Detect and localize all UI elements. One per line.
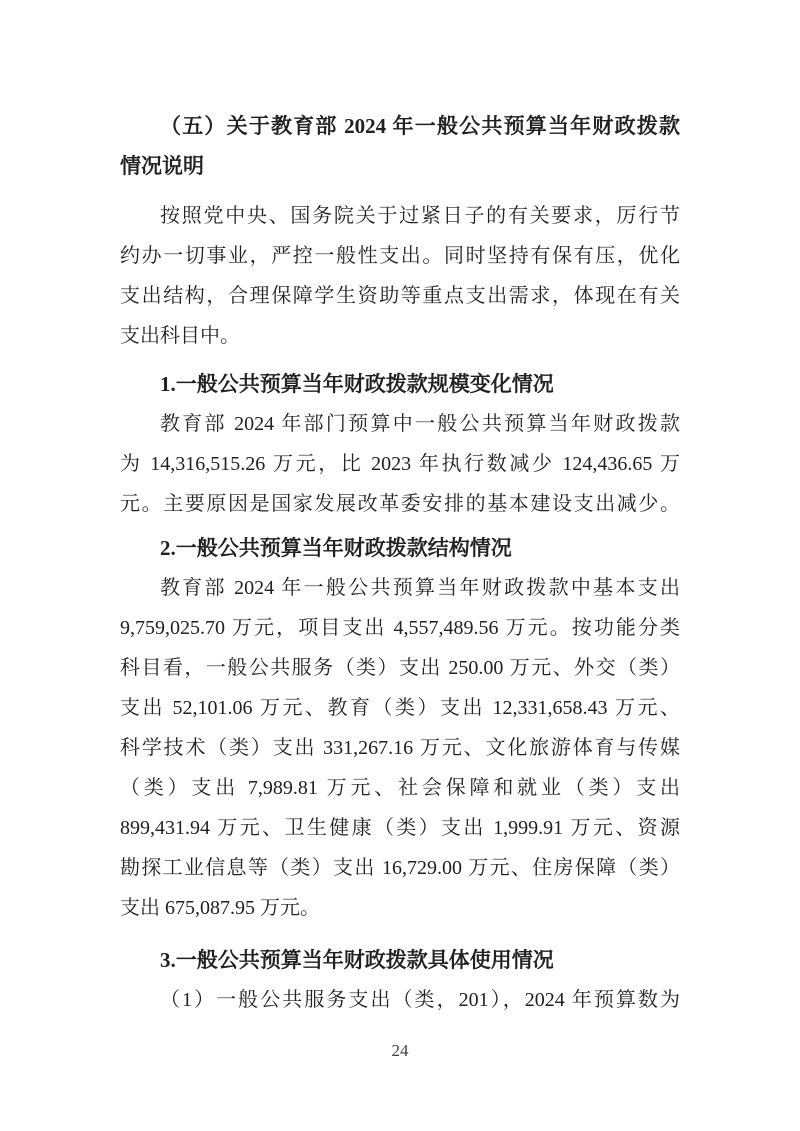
para-structure-line: 科目看，一般公共服务（类）支出 250.00 万元、外交（类） xyxy=(120,657,680,679)
para-scale xyxy=(120,404,680,524)
para-overview-line: 支出结构，合理保障学生资助等重点支出需求，体现在有关 xyxy=(120,285,680,307)
para-structure-line: 9,759,025.70 万元，项目支出 4,557,489.56 万元。按功能分类 xyxy=(120,617,680,639)
para-overview-line: 约办一切事业，严控一般性支出。同时坚持有保有压，优化 xyxy=(120,245,680,267)
para-usage xyxy=(120,980,680,1020)
subheading-scale-line: 1.一般公共预算当年财政拨款规模变化情况 xyxy=(160,372,554,396)
para-scale-line: 为 14,316,515.26 万元，比 2023 年执行数减少 124,436.65 万 xyxy=(120,453,680,475)
section-title xyxy=(120,106,680,186)
subheading-structure-line: 2.一般公共预算当年财政拨款结构情况 xyxy=(160,536,512,560)
para-overview xyxy=(120,196,680,356)
para-structure-line: （类）支出 7,989.81 万元、社会保障和就业（类）支出 xyxy=(120,777,680,799)
para-structure-line: 科学技术（类）支出 331,267.16 万元、文化旅游体育与传媒 xyxy=(120,737,680,759)
subheading-usage xyxy=(120,940,680,980)
subheading-structure xyxy=(120,528,680,568)
para-structure-line: 899,431.94 万元、卫生健康（类）支出 1,999.91 万元、资源 xyxy=(120,817,680,839)
para-scale-line: 元。主要原因是国家发展改革委安排的基本建设支出减少。 xyxy=(120,493,680,515)
subheading-usage-line: 3.一般公共预算当年财政拨款具体使用情况 xyxy=(160,948,554,972)
para-structure-line: 勘探工业信息等（类）支出 16,729.00 万元、住房保障（类） xyxy=(120,857,680,879)
section-title-line: （五）关于教育部 2024 年一般公共预算当年财政拨款 xyxy=(160,114,680,138)
section-title-line: 情况说明 xyxy=(120,154,204,178)
subheading-scale xyxy=(120,364,680,404)
para-structure-line: 支出 52,101.06 万元、教育（类）支出 12,331,658.43 万元、 xyxy=(120,697,680,719)
para-usage-line: （1）一般公共服务支出（类，201），2024 年预算数为 xyxy=(160,989,680,1011)
para-structure-line: 教育部 2024 年一般公共预算当年财政拨款中基本支出 xyxy=(160,577,680,599)
page-number: 24 xyxy=(391,1041,409,1060)
para-structure xyxy=(120,568,680,928)
para-structure-line: 支出 675,087.95 万元。 xyxy=(120,897,320,919)
document-content xyxy=(120,106,680,1020)
para-overview-line: 支出科目中。 xyxy=(120,325,240,347)
para-scale-line: 教育部 2024 年部门预算中一般公共预算当年财政拨款 xyxy=(160,413,680,435)
para-overview-line: 按照党中央、国务院关于过紧日子的有关要求，厉行节 xyxy=(160,205,680,227)
